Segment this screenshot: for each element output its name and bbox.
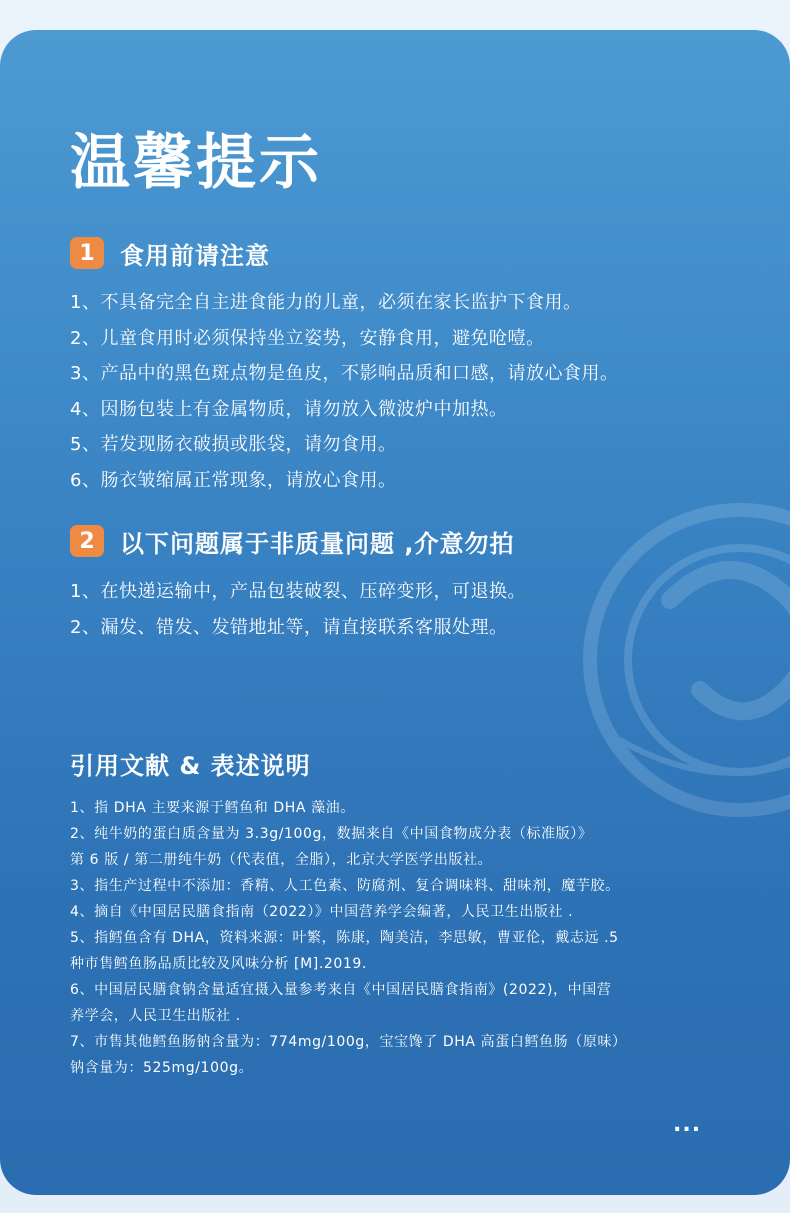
decorative-swirl-graphic — [560, 480, 790, 840]
section-2-badge: 2 — [70, 525, 104, 557]
section-2-header — [70, 524, 514, 558]
list-item: 2、漏发、错发、发错地址等，请直接联系客服处理。 — [70, 616, 508, 638]
list-item: 2、儿童食用时必须保持坐立姿势，安静食用，避免呛噎。 — [70, 327, 545, 349]
reference-line: 1、指 DHA 主要来源于鳕鱼和 DHA 藻油。 — [70, 800, 355, 816]
reference-line: 钠含量为：525mg/100g。 — [70, 1060, 254, 1076]
reference-line: 5、指鳕鱼含有 DHA，资料来源：叶繁，陈康，陶美洁，李思敏，曹亚伦，戴志远 .5 — [70, 930, 619, 946]
reference-line: 第 6 版 / 第二册纯牛奶（代表值，全脂），北京大学医学出版社。 — [70, 852, 493, 868]
section-2-list — [70, 579, 526, 650]
reference-line: 养学会，人民卫生出版社 . — [70, 1008, 241, 1024]
reference-line: 种市售鳕鱼肠品质比较及风味分析 [M].2019. — [70, 956, 367, 972]
reference-line: 7、市售其他鳕鱼肠钠含量为：774mg/100g，宝宝馋了 DHA 高蛋白鳕鱼肠（原味） — [70, 1034, 627, 1050]
section-2-title: 以下问题属于非质量问题 ,介意勿拍 — [120, 529, 515, 558]
more-ellipsis: ... — [673, 1112, 702, 1137]
list-item: 4、因肠包装上有金属物质，请勿放入微波炉中加热。 — [70, 398, 508, 420]
reference-line: 6、中国居民膳食钠含量适宜摄入量参考来自《中国居民膳食指南》(2022)，中国营 — [70, 982, 612, 998]
section-1-header — [70, 236, 270, 270]
reference-line: 4、摘自《中国居民膳食指南（2022）》中国营养学会编著，人民卫生出版社 . — [70, 904, 574, 920]
page-title: 温馨提示 — [70, 128, 322, 198]
notice-card — [0, 30, 790, 1195]
list-item: 5、若发现肠衣破损或胀袋，请勿食用。 — [70, 434, 397, 455]
references-title: 引用文献 & 表述说明 — [70, 752, 311, 780]
reference-line: 3、指生产过程中不添加：香精、人工色素、防腐剂、复合调味料、甜味剂，魔芋胶。 — [70, 878, 620, 894]
section-1-badge: 1 — [70, 237, 104, 269]
list-item: 1、在快递运输中，产品包装破裂、压碎变形，可退换。 — [70, 581, 526, 602]
references-list — [70, 795, 730, 1081]
reference-line: 2、纯牛奶的蛋白质含量为 3.3g/100g，数据来自《中国食物成分表（标准版）》 — [70, 826, 593, 842]
list-item: 1、不具备完全自主进食能力的儿童，必须在家长监护下食用。 — [70, 292, 582, 313]
list-item: 3、产品中的黑色斑点物是鱼皮，不影响品质和口感，请放心食用。 — [70, 363, 619, 384]
list-item: 6、肠衣皱缩属正常现象，请放心食用。 — [70, 469, 397, 491]
section-1-title: 食用前请注意 — [120, 241, 270, 270]
section-1-list — [70, 290, 618, 503]
